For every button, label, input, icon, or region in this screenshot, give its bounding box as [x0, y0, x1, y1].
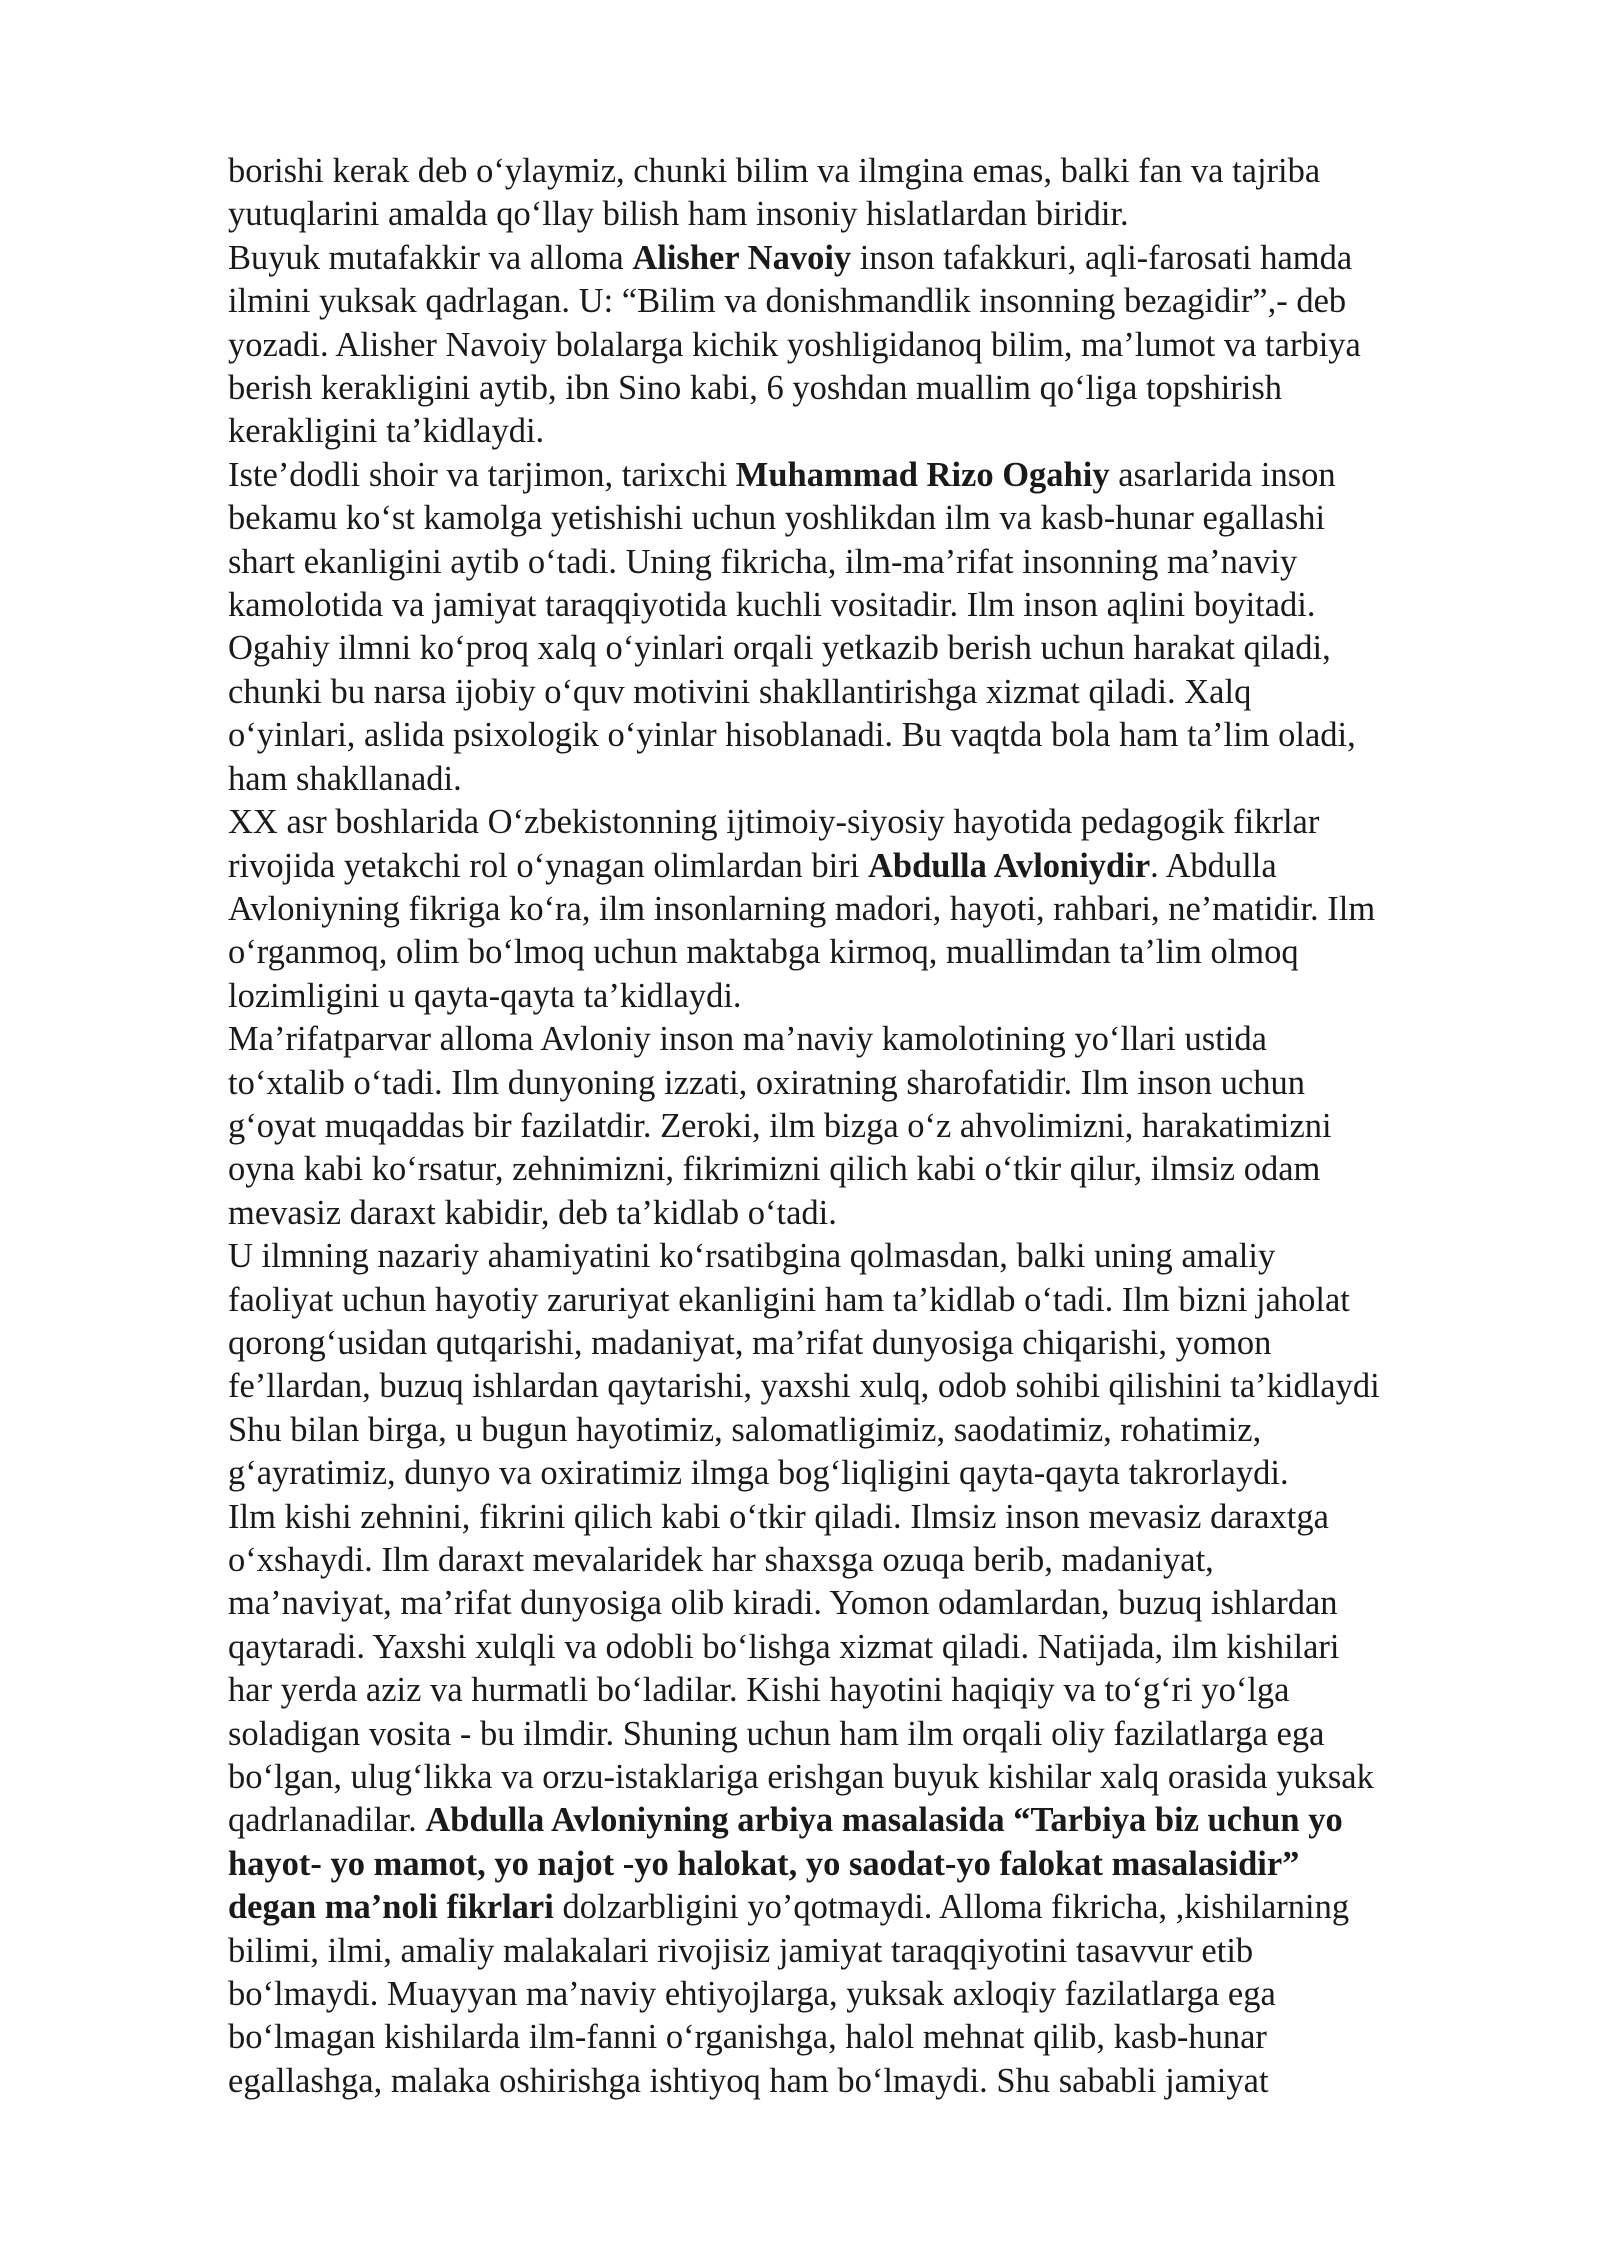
text-line [228, 584, 1518, 627]
text-line [228, 1799, 1518, 1842]
text-line [228, 1192, 1518, 1235]
text-span: . Abdulla [1150, 846, 1277, 885]
text-line [228, 367, 1518, 410]
text-span: berish kerakligini aytib, ibn Sino kabi, 6 yoshdan muallim qo‘liga topshirish [228, 369, 1283, 408]
bold-text-span: Abdulla Avloniyning arbiya masalasida “Tarbiya biz uchun yo [425, 1801, 1343, 1840]
text-span: qaytaradi. Yaxshi xulqli va odobli bo‘lishga xizmat qiladi. Natijada, ilm kishilari [228, 1627, 1340, 1666]
text-line [228, 193, 1518, 236]
text-span: Ilm kishi zehnini, fikrini qilich kabi o‘tkir qiladi. Ilmsiz inson mevasiz daraxtga [228, 1497, 1329, 1536]
text-line [228, 1409, 1518, 1452]
text-line [228, 1062, 1518, 1105]
text-line [228, 1148, 1518, 1191]
text-span: o‘yinlari, aslida psixologik o‘yinlar hisoblanadi. Bu vaqtda bola ham ta’lim oladi, [228, 716, 1356, 755]
text-line [228, 454, 1518, 497]
text-span: bilimi, ilmi, amaliy malakalari rivojisiz jamiyat taraqqiyotini tasavvur etib [228, 1931, 1254, 1970]
text-span: yozadi. Alisher Navoiy bolalarga kichik yoshligidanoq bilim, ma’lumot va tarbiya [228, 325, 1361, 364]
bold-text-span: hayot- yo mamot, yo najot -yo halokat, yo saodat-yo falokat masalasidir” [228, 1844, 1300, 1883]
text-line [228, 1626, 1518, 1669]
text-span: rivojida yetakchi rol o‘ynagan olimlardan biri [228, 846, 868, 885]
text-line [228, 1843, 1518, 1886]
text-span: mevasiz daraxt kabidir, deb ta’kidlab o‘tadi. [228, 1193, 837, 1232]
text-line [228, 845, 1518, 888]
bold-text-span: Alisher Navoiy [632, 238, 852, 277]
text-line [228, 1582, 1518, 1625]
text-line [228, 541, 1518, 584]
text-span: borishi kerak deb o‘ylaymiz, chunki bilim va ilmgina emas, balki fan va tajriba [228, 152, 1321, 190]
text-line [228, 1930, 1518, 1973]
text-line [228, 1018, 1518, 1061]
text-span: g‘oyat muqaddas bir fazilatdir. Zeroki, ilm bizga o‘z ahvolimizni, harakatimizni [228, 1106, 1332, 1145]
text-span: XX asr boshlarida O‘zbekistonning ijtimoiy-siyosiy hayotida pedagogik fikrlar [228, 803, 1320, 842]
text-line [228, 237, 1518, 280]
text-line [228, 1365, 1518, 1408]
text-line [228, 1235, 1518, 1278]
bold-text-span: Abdulla Avloniydir [867, 846, 1151, 885]
text-line [228, 758, 1518, 801]
bold-text-span: Muhammad Rizo Ogahiy [735, 455, 1110, 494]
text-span: kerakligini ta’kidlaydi. [228, 412, 545, 451]
text-span: Iste’dodli shoir va tarjimon, tarixchi [228, 455, 736, 494]
text-line [228, 1279, 1518, 1322]
text-span: bo‘lmagan kishilarda ilm-fanni o‘rganishga, halol mehnat qilib, kasb-hunar [228, 2018, 1267, 2057]
text-span: Buyuk mutafakkir va alloma [228, 238, 633, 277]
text-span: shart ekanligini aytib o‘tadi. Uning fikricha, ilm-ma’rifat insonning ma’naviy [228, 542, 1298, 581]
document-page [228, 150, 1518, 2103]
text-line [228, 1539, 1518, 1582]
bold-text-span: degan ma’noli fikrlari [228, 1888, 554, 1927]
text-span: inson tafakkuri, aqli-farosati hamda [851, 238, 1353, 277]
text-span: qadrlanadilar. [228, 1801, 426, 1840]
text-span: Shu bilan birga, u bugun hayotimiz, salomatligimiz, saodatimiz, rohatimiz, [228, 1410, 1262, 1449]
text-line [228, 975, 1518, 1018]
text-line [228, 410, 1518, 453]
text-line [228, 931, 1518, 974]
text-line [228, 1973, 1518, 2016]
text-span: bo‘lgan, ulug‘likka va orzu-istaklariga erishgan buyuk kishilar xalq orasida yuksak [228, 1758, 1374, 1797]
text-span: asarlarida inson [1109, 455, 1336, 494]
text-line [228, 801, 1518, 844]
text-span: Ma’rifatparvar alloma Avloniy inson ma’naviy kamolotining yo‘llari ustida [228, 1020, 1267, 1059]
text-line [228, 150, 1518, 193]
text-span: har yerda aziz va hurmatli bo‘ladilar. Kishi hayotini haqiqiy va to‘g‘ri yo‘lga [228, 1671, 1290, 1710]
text-span: o‘rganmoq, olim bo‘lmoq uchun maktabga kirmoq, muallimdan ta’lim olmoq [228, 933, 1299, 972]
text-line [228, 1496, 1518, 1539]
text-span: chunki bu narsa ijobiy o‘quv motivini shakllantirishga xizmat qiladi. Xalq [228, 672, 1252, 711]
text-span: ilmini yuksak qadrlagan. U: “Bilim va donishmandlik insonning bezagidir”,- deb [228, 282, 1347, 321]
text-span: bekamu ko‘st kamolga yetishishi uchun yoshlikdan ilm va kasb-hunar egallashi [228, 499, 1326, 538]
text-line [228, 2060, 1518, 2103]
text-line [228, 1886, 1518, 1929]
text-span: to‘xtalib o‘tadi. Ilm dunyoning izzati, oxiratning sharofatidir. Ilm inson uchun [228, 1063, 1305, 1102]
text-span: ma’naviyat, ma’rifat dunyosiga olib kiradi. Yomon odamlardan, buzuq ishlardan [228, 1584, 1338, 1623]
text-line [228, 671, 1518, 714]
text-line [228, 324, 1518, 367]
text-span: faoliyat uchun hayotiy zaruriyat ekanligini ham ta’kidlab o‘tadi. Ilm bizni jaholat [228, 1280, 1350, 1319]
text-line [228, 497, 1518, 540]
text-span: fe’llardan, buzuq ishlardan qaytarishi, yaxshi xulq, odob sohibi qilishini ta’kidlaydi [228, 1367, 1380, 1406]
text-span: kamolotida va jamiyat taraqqiyotida kuchli vositadir. Ilm inson aqlini boyitadi. [228, 586, 1316, 625]
text-span: oyna kabi ko‘rsatur, zehnimizni, fikrimizni qilich kabi o‘tkir qilur, ilmsiz odam [228, 1150, 1321, 1189]
text-span: Ogahiy ilmni ko‘proq xalq o‘yinlari orqali yetkazib berish uchun harakat qiladi, [228, 629, 1331, 668]
text-line [228, 1452, 1518, 1495]
text-line [228, 1713, 1518, 1756]
text-line [228, 280, 1518, 323]
text-span: dolzarbligini yo’qotmaydi. Alloma fikricha, ,kishilarning [553, 1888, 1350, 1927]
text-line [228, 1322, 1518, 1365]
text-span: U ilmning nazariy ahamiyatini ko‘rsatibgina qolmasdan, balki uning amaliy [228, 1237, 1276, 1276]
text-line [228, 1669, 1518, 1712]
text-span: qorong‘usidan qutqarishi, madaniyat, ma’rifat dunyosiga chiqarishi, yomon [228, 1323, 1272, 1362]
text-span: soladigan vosita - bu ilmdir. Shuning uchun ham ilm orqali oliy fazilatlarga ega [228, 1714, 1325, 1753]
text-line [228, 2016, 1518, 2059]
text-span: lozimligini u qayta-qayta ta’kidlaydi. [228, 976, 742, 1015]
text-line [228, 714, 1518, 757]
text-span: ham shakllanadi. [228, 759, 462, 798]
text-line [228, 1105, 1518, 1148]
text-span: bo‘lmaydi. Muayyan ma’naviy ehtiyojlarga, yuksak axloqiy fazilatlarga ega [228, 1975, 1276, 2014]
text-line [228, 1756, 1518, 1799]
text-line [228, 627, 1518, 670]
text-span: egallashga, malaka oshirishga ishtiyoq ham bo‘lmaydi. Shu sababli jamiyat [228, 2061, 1269, 2100]
text-span: g‘ayratimiz, dunyo va oxiratimiz ilmga bog‘liqligini qayta-qayta takrorlaydi. [228, 1454, 1289, 1493]
text-span: Avloniyning fikriga ko‘ra, ilm insonlarning madori, hayoti, rahbari, ne’matidir. Ilm [228, 889, 1376, 928]
text-line [228, 888, 1518, 931]
text-span: yutuqlarini amalda qo‘llay bilish ham insoniy hislatlardan biridir. [228, 195, 1129, 234]
text-span: o‘xshaydi. Ilm daraxt mevalaridek har shaxsga ozuqa berib, madaniyat, [228, 1541, 1214, 1579]
